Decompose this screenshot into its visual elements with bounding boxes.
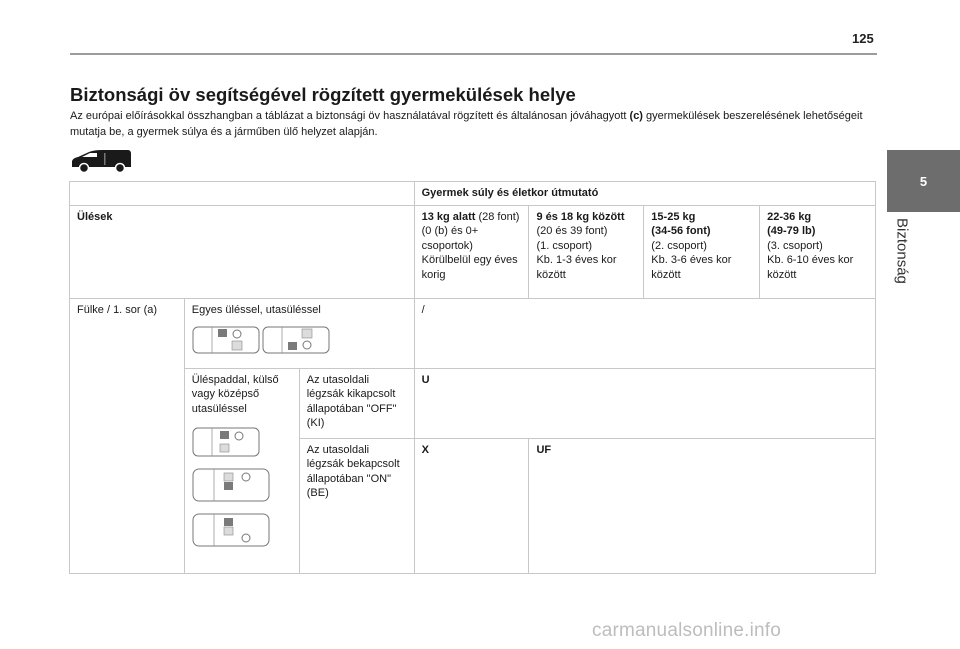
header-divider xyxy=(70,53,877,55)
watermark: carmanualsonline.info xyxy=(592,620,782,641)
single-seat-diagrams xyxy=(192,325,407,355)
table-row-single-seat xyxy=(70,298,876,368)
age-label: Kb. 3-6 éves kor között xyxy=(651,254,732,281)
weight-group-row xyxy=(70,205,876,298)
seats-header: Ülések xyxy=(70,205,415,298)
single-seat-value: / xyxy=(414,298,875,368)
weight-label: 9 és 18 kg között xyxy=(536,210,625,223)
van-seat-diagram-icon xyxy=(262,325,330,355)
weight-group-9-18kg xyxy=(529,205,644,298)
group-label: (2. csoport) xyxy=(651,239,707,252)
weight-label: 13 kg alatt xyxy=(421,210,476,223)
group-label: (0 (b) és 0+ csoportok) xyxy=(421,225,479,252)
weight-group-15-25kg xyxy=(644,205,760,298)
weight-imperial-label: (34-56 font) xyxy=(651,225,711,237)
table-row-airbag-off xyxy=(70,368,876,438)
single-seat-label: Egyes üléssel, utasüléssel xyxy=(191,303,321,316)
weight-group-22-36kg xyxy=(760,205,876,298)
group-label: (1. csoport) xyxy=(536,239,593,252)
weight-label: 15-25 kg xyxy=(651,210,696,223)
airbag-on-value-over-9kg: UF xyxy=(529,438,876,573)
intro-paragraph xyxy=(70,109,876,140)
intro-text: Az európai előírásokkal összhangban a táblázat a biztonsági öv használatával rögzített és általánosan jóváhagyott xyxy=(70,110,630,122)
child-seat-table xyxy=(69,181,876,574)
van-seat-diagram-icon xyxy=(192,325,260,355)
bench-seat-label: Üléspaddal, külső vagy középső utasüléssel xyxy=(191,373,279,415)
intro-text-end: gyermekülések beszerelésének lehetőségeit mutatja be, a gyermek súlya és a járműben ülő helyzet alapján. xyxy=(70,110,863,138)
chapter-label: Biztonság xyxy=(893,218,911,284)
empty-header-cell xyxy=(70,182,415,206)
airbag-on-label: Az utasoldali légzsák bekapcsolt állapotában "ON" (BE) xyxy=(299,438,414,573)
age-label: Kb. 1-3 éves kor között xyxy=(536,254,617,281)
van-seat-diagram-icon xyxy=(192,426,260,458)
van-seat-diagram-icon xyxy=(192,512,270,548)
row-header-cab: Fülke / 1. sor (a) xyxy=(70,298,185,573)
van-seat-diagram-icon xyxy=(192,467,270,503)
page-number: 125 xyxy=(852,31,874,46)
age-label: Kb. 6-10 éves kor között xyxy=(767,254,854,281)
weight-label: 22-36 kg xyxy=(767,210,812,223)
age-label: Körülbelül egy éves korig xyxy=(421,254,518,281)
airbag-off-label: Az utasoldali légzsák kikapcsolt állapotában "OFF" (KI) xyxy=(299,368,414,438)
group-label: (3. csoport) xyxy=(767,239,823,252)
weight-age-guide-header: Gyermek súly és életkor útmutató xyxy=(414,182,875,206)
weight-label-rest: (28 font) xyxy=(475,210,520,223)
table-header-row xyxy=(70,182,876,206)
bench-seat-cell xyxy=(184,368,299,573)
chapter-tab[interactable]: 5 xyxy=(887,150,960,212)
weight-imperial-label: (49-79 lb) xyxy=(767,225,816,237)
section-title: Biztonsági öv segítségével rögzített gyermekülések helye xyxy=(70,84,576,105)
bench-seat-diagrams xyxy=(192,426,292,548)
weight-imperial-label: (20 és 39 font) xyxy=(536,225,608,237)
airbag-off-value: U xyxy=(414,368,875,438)
footnote-ref-c: (c) xyxy=(629,110,643,122)
single-seat-cell xyxy=(184,298,414,368)
airbag-on-value-under-13kg: X xyxy=(414,438,529,573)
van-icon xyxy=(70,148,134,174)
weight-group-under-13kg xyxy=(414,205,529,298)
